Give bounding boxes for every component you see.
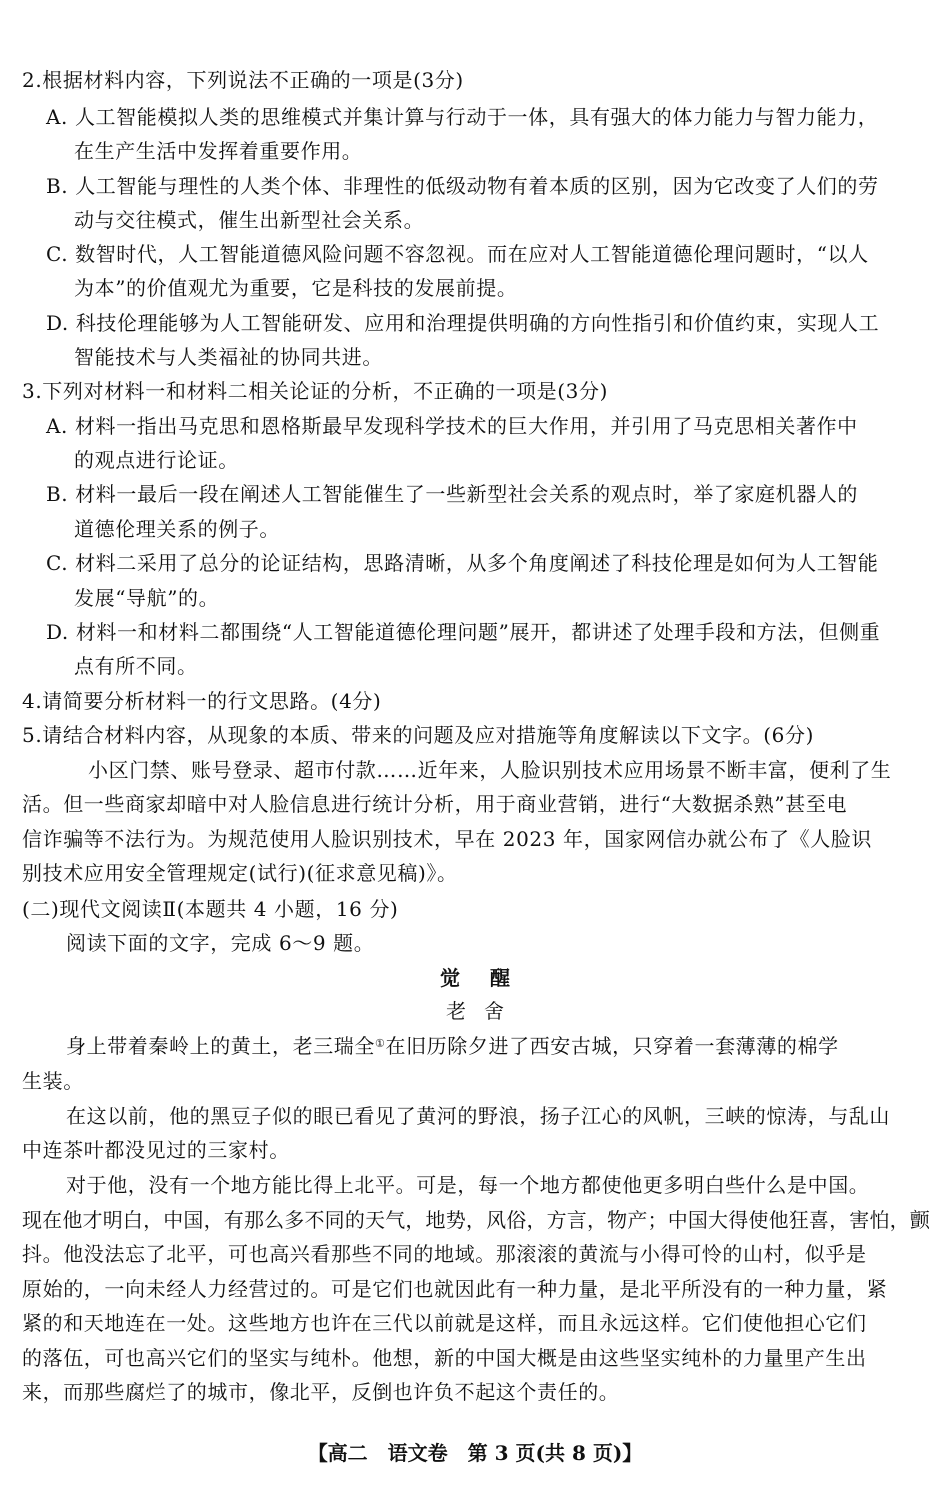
question-3-option-a-line-2: 的观点进行论证。: [74, 448, 239, 472]
question-3-option-a-line-1: A. 材料一指出马克思和恩格斯最早发现科学技术的巨大作用，并引用了马克思相关著作中: [46, 414, 858, 438]
question-5-passage-line-4: 别技术应用安全管理规定(试行)(征求意见稿)》。: [22, 861, 458, 885]
question-3-option-c-line-2: 发展“导航”的。: [74, 586, 220, 610]
question-3-stem: 3.下列对材料一和材料二相关论证的分析，不正确的一项是(3分): [22, 379, 609, 403]
story-title: 觉醒: [440, 966, 540, 990]
question-2-option-b-line-1: B. 人工智能与理性的人类个体、非理性的低级动物有着本质的区别，因为它改变了人们的劳: [46, 174, 879, 198]
story-paragraph-1-line-1: 身上带着秦岭上的黄土，老三瑞全①在旧历除夕进了西安古城，只穿着一套薄薄的棉学: [66, 1034, 839, 1058]
question-5-passage-line-2: 活。但一些商家却暗中对人脸信息进行统计分析，用于商业营销，进行“大数据杀熟”甚至电: [22, 792, 848, 816]
story-paragraph-2-line-1: 在这以前，他的黑豆子似的眼已看见了黄河的野浪，扬子江心的风帆，三峡的惊涛，与乱山: [66, 1104, 890, 1128]
question-2-option-c-line-1: C. 数智时代，人工智能道德风险问题不容忽视。而在应对人工智能道德伦理问题时，“以人: [46, 242, 869, 266]
story-paragraph-3-line-4: 原始的，一向未经人力经营过的。可是它们也就因此有一种力量，是北平所没有的一种力量，紧: [22, 1277, 888, 1301]
question-3-option-d-line-2: 点有所不同。: [74, 654, 198, 678]
question-3-option-b-line-1: B. 材料一最后一段在阐述人工智能催生了一些新型社会关系的观点时，举了家庭机器人的: [46, 482, 859, 506]
footnote-marker: ①: [375, 1037, 386, 1050]
story-paragraph-3-line-2: 现在他才明白，中国，有那么多不同的天气，地势，风俗，方言，物产；中国大得使他狂喜，害怕，颤: [22, 1208, 930, 1232]
question-5-stem: 5.请结合材料内容，从现象的本质、带来的问题及应对措施等角度解读以下文字。(6分): [22, 723, 815, 747]
question-2-option-d-line-2: 智能技术与人类福祉的协同共进。: [74, 345, 383, 369]
question-2-option-b-line-2: 动与交往模式，催生出新型社会关系。: [74, 208, 425, 232]
page-footer: 【高二 语文卷 第 3 页(共 8 页)】: [307, 1441, 643, 1465]
question-5-passage-line-3: 信诈骗等不法行为。为规范使用人脸识别技术，早在 2023 年，国家网信办就公布了《人脸识: [22, 827, 873, 851]
story-paragraph-2-line-2: 中连茶叶都没见过的三家村。: [22, 1138, 290, 1162]
story-paragraph-3-line-7: 来，而那些腐烂了的城市，像北平，反倒也许负不起这个责任的。: [22, 1380, 620, 1404]
story-paragraph-3-line-1: 对于他，没有一个地方能比得上北平。可是，每一个地方都使他更多明白些什么是中国。: [66, 1173, 870, 1197]
question-2-option-a-line-2: 在生产生活中发挥着重要作用。: [74, 139, 363, 163]
question-3-option-c-line-1: C. 材料二采用了总分的论证结构，思路清晰，从多个角度阐述了科技伦理是如何为人工智能: [46, 551, 879, 575]
question-4-stem: 4.请简要分析材料一的行文思路。(4分): [22, 689, 382, 713]
question-2-stem: 2.根据材料内容，下列说法不正确的一项是(3分): [22, 68, 464, 92]
story-paragraph-3-line-5: 紧的和天地连在一处。这些地方也许在三代以前就是这样，而且永远这样。它们使他担心它们: [22, 1311, 867, 1335]
section-heading: (二)现代文阅读Ⅱ(本题共 4 小题，16 分): [22, 897, 399, 921]
question-2-option-d-line-1: D. 科技伦理能够为人工智能研发、应用和治理提供明确的方向性指引和价值约束，实现人工: [46, 311, 880, 335]
question-3-option-b-line-2: 道德伦理关系的例子。: [74, 517, 280, 541]
question-2-option-c-line-2: 为本”的价值观尤为重要，它是科技的发展前提。: [74, 276, 518, 300]
story-paragraph-3-line-3: 抖。他没法忘了北平，可也高兴看那些不同的地域。那滚滚的黄流与小得可怜的山村，似乎是: [22, 1242, 867, 1266]
question-2-option-a-line-1: A. 人工智能模拟人类的思维模式并集计算与行动于一体，具有强大的体力能力与智力能力，: [46, 105, 879, 129]
question-3-option-d-line-1: D. 材料一和材料二都围绕“人工智能道德伦理问题”展开，都讲述了处理手段和方法，但侧重: [46, 620, 881, 644]
section-instruction: 阅读下面的文字，完成 6～9 题。: [66, 931, 375, 955]
story-paragraph-1-line-2: 生装。: [22, 1069, 84, 1093]
story-author: 老舍: [446, 999, 522, 1023]
story-paragraph-3-line-6: 的落伍，可也高兴它们的坚实与纯朴。他想，新的中国大概是由这些坚实纯朴的力量里产生出: [22, 1346, 867, 1370]
question-5-passage-line-1: 小区门禁、账号登录、超市付款……近年来，人脸识别技术应用场景不断丰富，便利了生: [88, 758, 892, 782]
